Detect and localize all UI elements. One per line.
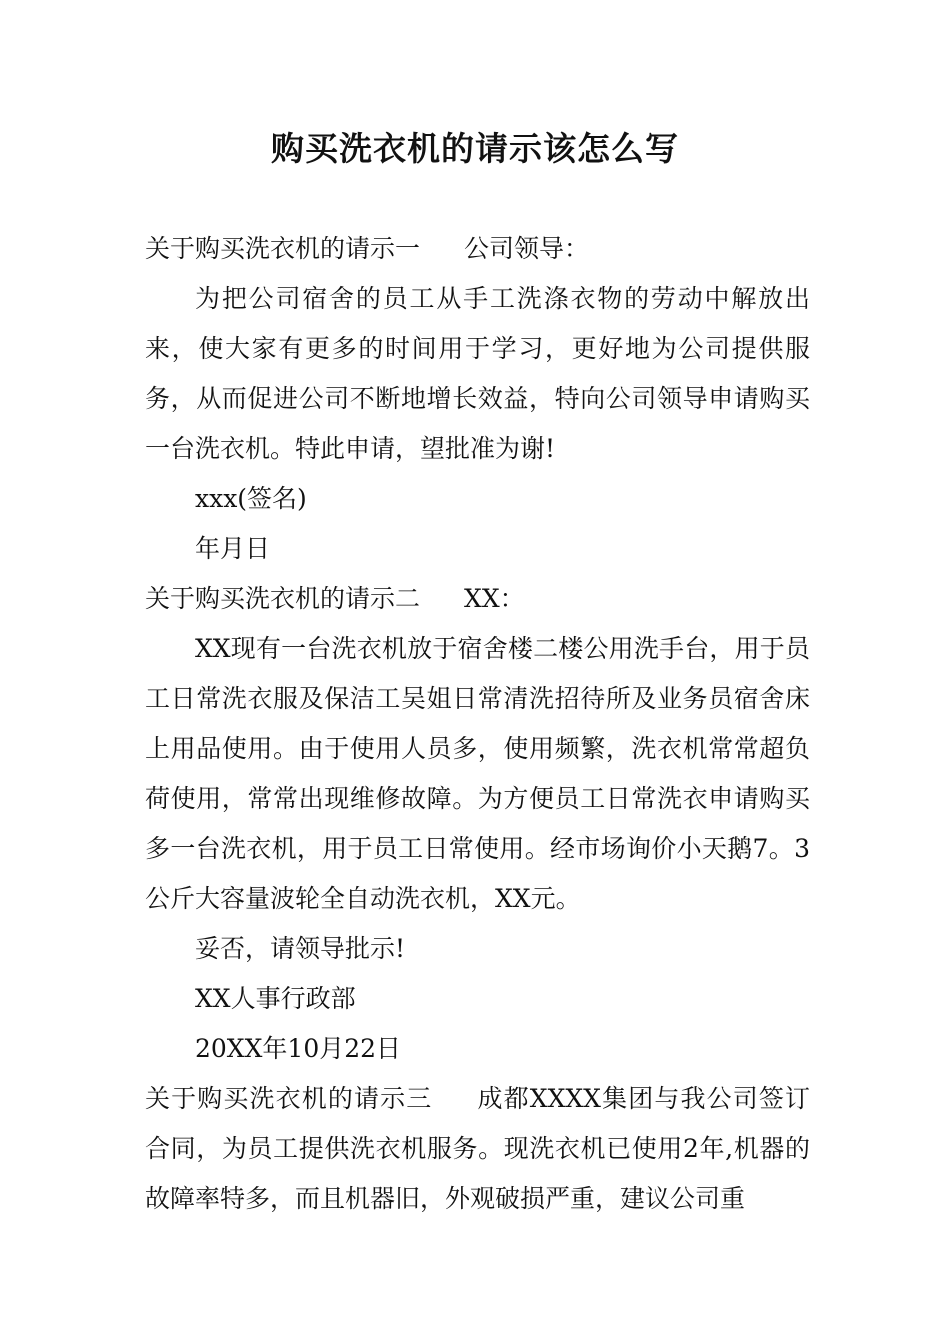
section1-body: 为把公司宿舍的员工从手工洗涤衣物的劳动中解放出来，使大家有更多的时间用于学习，更好地为公司提供服务，从而促进公司不断地增长效益，特向公司领导申请购买一台洗衣机。特此申请，望批准为谢! (145, 284, 810, 463)
section1-heading-line (145, 224, 810, 274)
section2-signature: XX人事行政部 (195, 984, 356, 1013)
section2-heading: 关于购买洗衣机的请示二 (145, 584, 421, 613)
section1-signature: xxx(签名) (195, 484, 307, 513)
section1-date: 年月日 (195, 534, 271, 563)
document-title: 购买洗衣机的请示该怎么写 (271, 129, 679, 168)
section2-heading-line (145, 574, 810, 624)
section1-heading: 关于购买洗衣机的请示一 (145, 234, 421, 263)
section2-date: 20XX年10月22日 (195, 1034, 402, 1063)
section3-paragraph (145, 1074, 810, 1224)
section1-salutation: 公司领导： (464, 234, 590, 263)
section2-body: XX现有一台洗衣机放于宿舍楼二楼公用洗手台，用于员工日常洗衣服及保洁工吴姐日常清洗招待所及业务员宿舍床上用品使用。由于使用人员多，使用频繁，洗衣机常常超负荷使用，常常出现维修故障。为方便员工日常洗衣申请购买多一台洗衣机，用于员工日常使用。经市场询价小天鹅7。3公斤大容量波轮全自动洗衣机，XX元。 (145, 634, 810, 913)
section3-heading: 关于购买洗衣机的请示三 (145, 1084, 433, 1113)
section2-closing: 妥否，请领导批示! (195, 934, 406, 963)
section2-salutation: XX： (464, 584, 525, 613)
document-body (145, 224, 810, 1224)
section3-body: 成都XXXX集团与我公司签订合同，为员工提供洗衣机服务。现洗衣机已使用2年,机器的故障率特多，而且机器旧，外观破损严重，建议公司重 (145, 1084, 810, 1213)
